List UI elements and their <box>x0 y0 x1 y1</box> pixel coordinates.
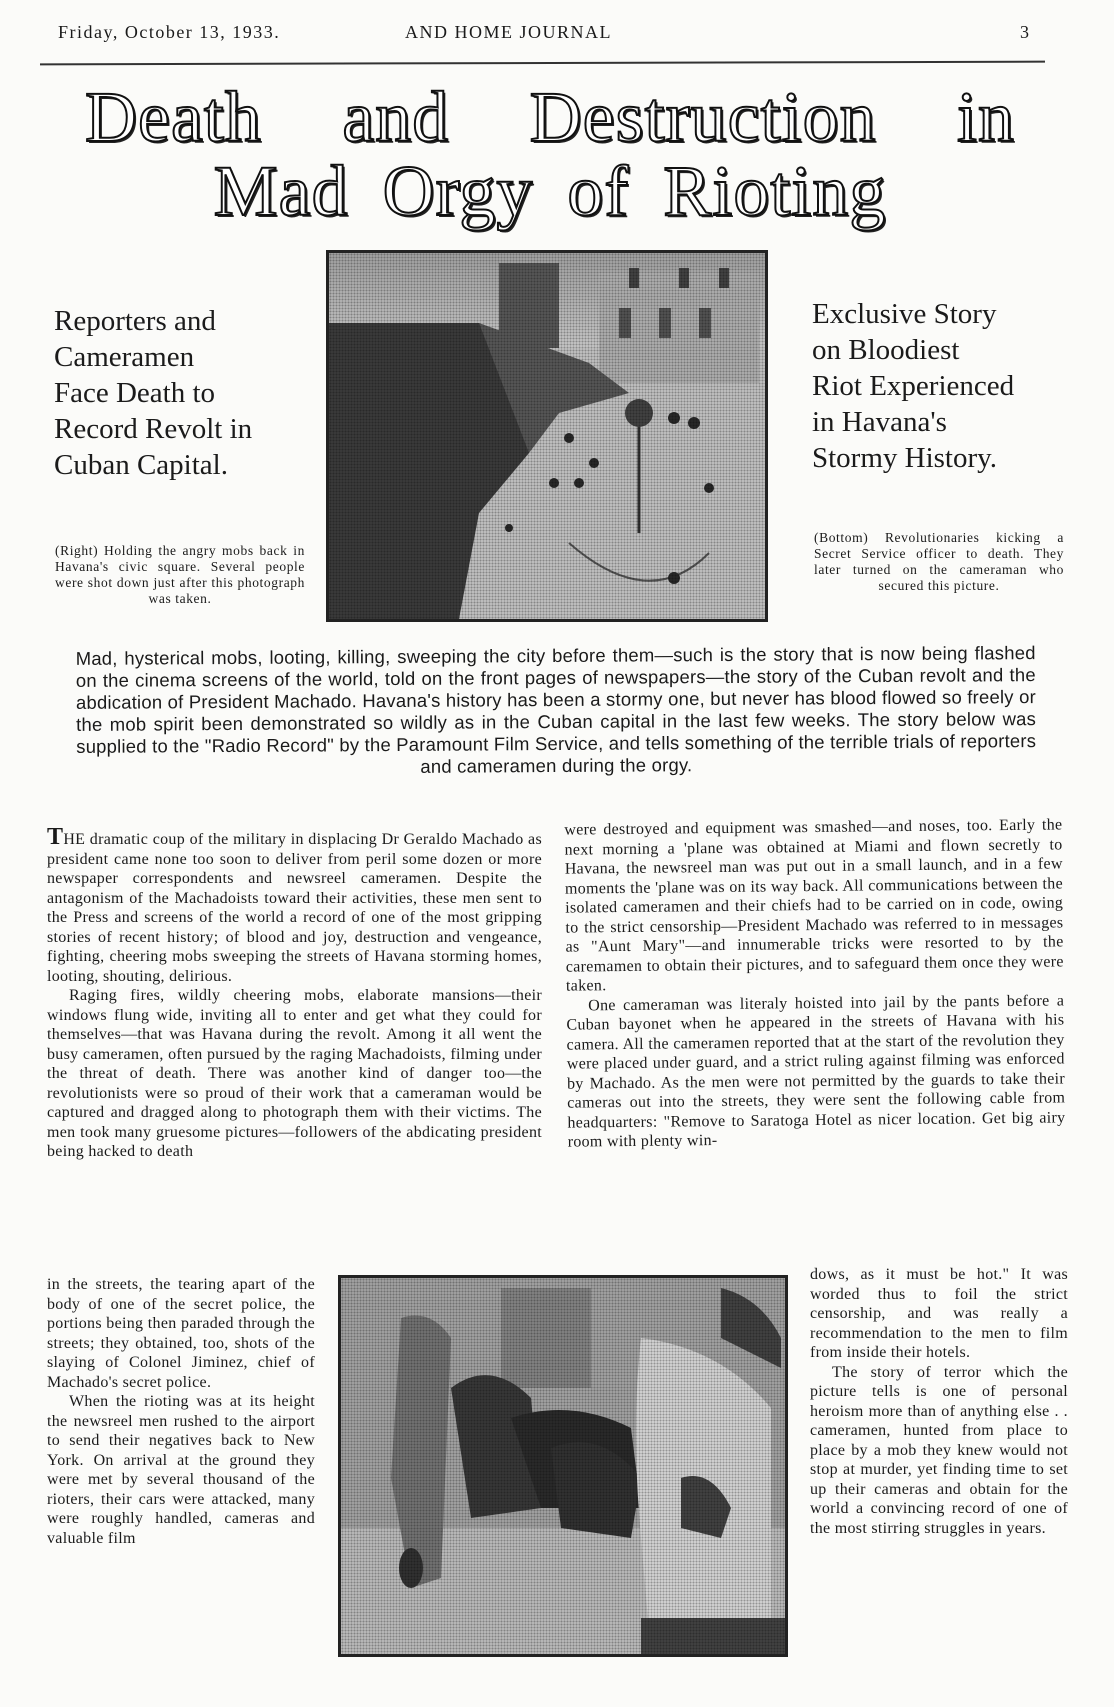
body-column-2-continued <box>810 1265 1068 1538</box>
subhead-line: Riot Experienced <box>812 370 1015 402</box>
subhead-line: in Havana's <box>812 406 947 438</box>
headline-word: of <box>567 151 630 231</box>
headline-word: and <box>342 77 450 157</box>
subhead-line: on Bloodiest <box>812 334 960 366</box>
body-paragraph: When the rioting was at its height the newsreel men rushed to the airport to send their negatives back to New York. On arrival at the ground they were met by several thousand of the rioters, their cars were attacked, many were roughly handled, cameras and valuable film <box>47 1393 315 1547</box>
body-paragraph: were destroyed and equipment was smashed—and noses, too. Early the next morning a 'plane was obtained at Miami and flown secretly to Havana, the newsreel man was put out in a small launch, and in a few moments the 'plane was on its way back. All communications between the isolated cameramen and their chiefs had to be carried on in code, owing to the strict censorship—President Machado was referred to in messages as "Aunt Mary"—and innumerable tricks were resorted to by the caremamen to obtain their pictures, and to safeguard them once they were taken. <box>564 816 1064 995</box>
left-photo-caption: (Right) Holding the angry mobs back in Havana's civic square. Several people were shot down just after this photograph was taken. <box>55 543 305 606</box>
page-number: 3 <box>1020 22 1031 42</box>
headline-word: Death <box>85 77 262 157</box>
body-paragraph: Raging fires, wildly cheering mobs, elaborate mansions—their windows flung wide, inviting all to enter and get what they could for themselves—that was Havana during the revolt. Among it all went the busy cameramen, often pursued by the raging Machadoists, filming under the threat of death. There was another kind of danger too—the revolutionists were so proud of their work that a cameraman would be captured and dragged along to photograph them with their victims. The men took many gruesome pictures—followers of the abdicating president being hacked to death <box>47 987 542 1160</box>
body-paragraph <box>47 824 542 986</box>
subhead-line: Face Death to <box>54 377 216 409</box>
body-column-1-continued <box>47 1275 315 1548</box>
drop-cap: T <box>47 824 64 850</box>
headline-word: Destruction <box>529 77 877 157</box>
right-photo-caption: (Bottom) Revolutionaries kicking a Secret Service officer to death. They later turned on the cameraman who secured this picture. <box>814 530 1064 593</box>
headline-word: Rioting <box>663 151 887 231</box>
body-column-2 <box>564 815 1065 1152</box>
headline-word: Orgy <box>382 151 534 231</box>
subhead-line: Cuban Capital. <box>54 449 228 481</box>
publication-name: AND HOME JOURNAL <box>405 22 612 42</box>
body-column-1 <box>47 824 542 1162</box>
top-photo <box>326 250 768 622</box>
halftone-texture <box>329 253 765 619</box>
bottom-photo <box>338 1275 788 1657</box>
headline <box>40 77 1060 231</box>
body-paragraph: The story of terror which the picture tells is one of personal heroism more than of anything else . . cameramen, hunted from place to place by a mob they knew would not stop at murder, yet finding time to set up their cameras and obtain for the world a convincing record of one of the most stirring struggles in years. <box>810 1363 1068 1537</box>
masthead-rule <box>40 61 1045 66</box>
subhead-line: Reporters and <box>54 305 216 337</box>
halftone-texture <box>341 1278 785 1654</box>
headline-word: Mad <box>213 151 349 231</box>
subhead-line: Exclusive Story <box>812 298 997 330</box>
intro-paragraph: Mad, hysterical mobs, looting, killing, sweeping the city before them—such is the story that is now being flashed on the cinema screens of the world, told on the front pages of newspapers—the story of the Cuban revolt and the abdication of President Machado. Havana's history has been a stormy one, but never has blood flowed so freely or the mob spirit been demonstrated so wildly as in the Cuban capital in the last few weeks. The story below was supplied to the "Radio Record" by the Paramount Film Service, and tells something of the terrible trials of reporters and cameramen during the orgy. <box>75 642 1037 777</box>
left-subhead <box>54 303 314 483</box>
body-paragraph: in the streets, the tearing apart of the body of one of the secret police, the portions being then paraded through the streets; they obtained, too, shots of the slaying of Colonel Jiminez, chief of Machado's secret police. <box>47 1276 315 1391</box>
subhead-line: Cameramen <box>54 341 195 373</box>
subhead-line: Record Revolt in <box>54 413 253 445</box>
issue-date: Friday, October 13, 1933. <box>58 22 281 42</box>
body-paragraph: One cameraman was literaly hoisted into jail by the pants before a Cuban bayonet when he appeared in the streets of Havana with his camera. All the cameramen reported that at the start of the revolution they were placed under guard, and a strict ruling against filming was enforced by Machado. As the men were not permitted by the guards to take their cameras out into the streets, they were sent the following cable from headquarters: "Remove to Saratoga Hotel as nicer location. Get big airy room with plenty win- <box>566 991 1066 1151</box>
body-paragraph: dows, as it must be hot." It was worded thus to foil the strict censorship, and was really a recommendation to the men to film from inside their hotels. <box>810 1266 1068 1361</box>
paragraph-text: HE dramatic coup of the military in displacing Dr Geraldo Machado as president came none too soon to deliver from peril some dozen or more newspaper correspondents and newsreel cameramen. Despite the antagonism of the Machadoists toward their activities, these men sent to the Press and screens of the world a record of one of the most gripping stories of recent history; of blood and joy, destruction and vengeance, fighting, cheering mobs sweeping the streets of Havana storming homes, looting, shouting, delirious. <box>47 831 542 985</box>
right-subhead <box>812 296 1092 476</box>
subhead-line: Stormy History. <box>812 442 998 474</box>
headline-word: in <box>956 77 1015 157</box>
